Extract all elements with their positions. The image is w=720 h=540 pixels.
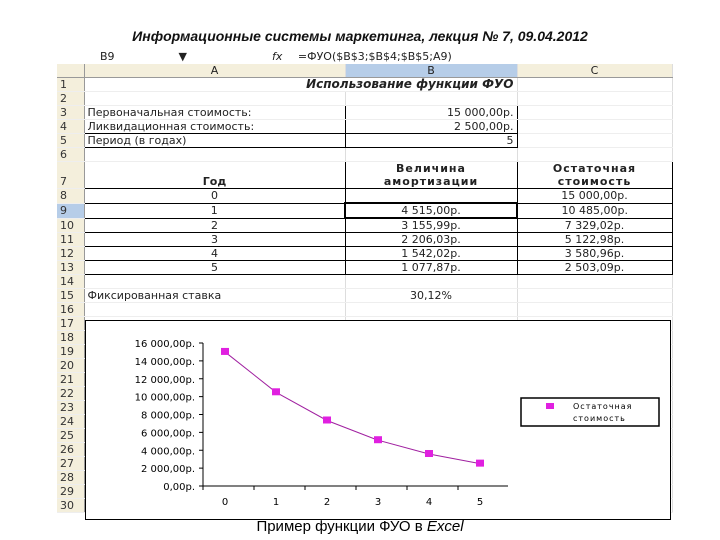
cell[interactable]	[345, 275, 517, 289]
data-point	[476, 460, 484, 467]
sheet-row	[57, 218, 672, 233]
cell[interactable]	[345, 148, 517, 162]
column-header-A[interactable]: A	[84, 64, 345, 78]
column-header-B[interactable]: B	[345, 64, 517, 78]
legend-label-2: стоимость	[573, 414, 626, 423]
param-label[interactable]: Первоначальная стоимость:	[84, 106, 345, 120]
rest-cell[interactable]: 2 503,09р.	[517, 261, 672, 275]
row-header[interactable]: 30	[57, 499, 84, 513]
sheet-row	[57, 289, 672, 303]
x-tick-label: 2	[323, 497, 331, 508]
caption	[0, 518, 720, 535]
amort-cell[interactable]: 1 077,87р.	[345, 261, 517, 275]
row-header[interactable]: 14	[57, 275, 84, 289]
y-tick-label: 8 000,00р.	[140, 410, 195, 422]
y-tick-label: 14 000,00р.	[134, 356, 195, 368]
row-header[interactable]: 22	[57, 387, 84, 401]
sheet-row	[57, 233, 672, 247]
y-tick-label: 16 000,00р.	[134, 339, 195, 350]
cell[interactable]	[84, 148, 345, 162]
header-amort-2: амортизации	[383, 175, 479, 188]
rest-cell[interactable]: 10 485,00р.	[517, 203, 672, 218]
amort-cell[interactable]: 2 206,03р.	[345, 233, 517, 247]
cell[interactable]	[517, 120, 672, 134]
caption-excel: Excel	[426, 518, 464, 535]
cell[interactable]	[517, 92, 672, 106]
x-tick-label: 0	[221, 497, 229, 508]
header-year: Год	[84, 162, 345, 189]
sheet-row	[57, 203, 672, 218]
amort-cell[interactable]: 3 155,99р.	[345, 218, 517, 233]
header-amort	[345, 162, 517, 189]
row-header[interactable]: 18	[57, 331, 84, 345]
series-line	[225, 352, 480, 464]
sheet-row	[57, 303, 672, 317]
dropdown-arrow-icon[interactable]: ▼	[178, 50, 187, 63]
header-rest-2: стоимость	[557, 175, 632, 188]
year-cell[interactable]: 5	[84, 261, 345, 275]
legend-label-1: Остаточная	[573, 402, 633, 411]
row-header[interactable]: 17	[57, 317, 84, 331]
sheet-row	[57, 275, 672, 289]
name-box[interactable]: B9	[100, 50, 115, 63]
data-point	[425, 450, 433, 457]
row-header[interactable]: 3	[57, 106, 84, 120]
amort-cell[interactable]: 1 542,02р.	[345, 247, 517, 261]
rest-cell[interactable]: 3 580,96р.	[517, 247, 672, 261]
cell[interactable]	[345, 303, 517, 317]
row-header[interactable]: 19	[57, 345, 84, 359]
corner-cell[interactable]	[57, 64, 84, 78]
y-tick-label: 6 000,00р.	[140, 428, 195, 440]
sheet-row	[57, 162, 672, 189]
row-header[interactable]: 26	[57, 443, 84, 457]
row-header[interactable]: 7	[57, 162, 84, 189]
cell[interactable]	[517, 275, 672, 289]
row-header[interactable]: 29	[57, 485, 84, 499]
cell[interactable]	[84, 303, 345, 317]
sheet-row	[57, 78, 672, 92]
fx-icon[interactable]: fx	[272, 50, 283, 63]
chart-svg	[86, 321, 670, 519]
header-rest	[517, 162, 672, 189]
slide-title: Информационные системы маркетинга, лекция № 7, 09.04.2012	[132, 28, 588, 44]
row-header[interactable]: 13	[57, 261, 84, 275]
row-header[interactable]: 23	[57, 401, 84, 415]
row-header[interactable]: 2	[57, 92, 84, 106]
cell[interactable]	[517, 78, 672, 92]
row-header[interactable]: 10	[57, 218, 84, 233]
chart[interactable]	[85, 320, 671, 520]
rest-cell[interactable]: 15 000,00р.	[517, 189, 672, 204]
row-header[interactable]: 6	[57, 148, 84, 162]
sheet-row	[57, 134, 672, 148]
cell[interactable]	[517, 289, 672, 303]
y-tick-label: 0,00р.	[163, 482, 195, 493]
row-header[interactable]: 16	[57, 303, 84, 317]
year-cell[interactable]: 4	[84, 247, 345, 261]
row-header[interactable]: 15	[57, 289, 84, 303]
row-header[interactable]: 27	[57, 457, 84, 471]
row-header[interactable]: 1	[57, 78, 84, 92]
row-header[interactable]: 24	[57, 415, 84, 429]
param-value[interactable]: 5	[345, 134, 517, 148]
cell[interactable]	[517, 106, 672, 120]
rest-cell[interactable]: 5 122,98р.	[517, 233, 672, 247]
row-header[interactable]: 12	[57, 247, 84, 261]
column-header-C[interactable]: C	[517, 64, 672, 78]
cell[interactable]	[517, 134, 672, 148]
y-tick-label: 4 000,00р.	[140, 446, 195, 458]
sheet-row	[57, 247, 672, 261]
rate-label[interactable]: Фиксированная ставка	[84, 289, 345, 303]
data-point	[221, 348, 229, 355]
rest-cell[interactable]: 7 329,02р.	[517, 218, 672, 233]
sheet-title: Использование функции ФУО	[84, 78, 517, 92]
sheet-row	[57, 148, 672, 162]
formula-bar	[100, 50, 452, 63]
amort-cell[interactable]: 4 515,00р.	[345, 203, 517, 218]
y-tick-label: 12 000,00р.	[134, 374, 195, 386]
row-header[interactable]: 9	[57, 203, 84, 218]
caption-text: Пример функции ФУО в	[256, 518, 427, 535]
year-cell[interactable]: 0	[84, 189, 345, 204]
year-cell[interactable]: 2	[84, 218, 345, 233]
sheet-row	[57, 64, 672, 78]
row-header[interactable]: 28	[57, 471, 84, 485]
sheet-row	[57, 120, 672, 134]
x-tick-label: 3	[374, 497, 382, 508]
data-point	[272, 388, 280, 395]
param-label[interactable]: Период (в годах)	[84, 134, 345, 148]
amort-cell[interactable]	[345, 189, 517, 204]
row-header[interactable]: 25	[57, 429, 84, 443]
x-tick-label: 1	[272, 497, 280, 508]
header-rest-1: Остаточная	[552, 162, 637, 175]
cell[interactable]	[345, 92, 517, 106]
cell[interactable]	[517, 303, 672, 317]
y-tick-label: 10 000,00р.	[134, 392, 195, 404]
cell[interactable]	[84, 92, 345, 106]
sheet-row	[57, 106, 672, 120]
sheet-row	[57, 261, 672, 275]
param-value[interactable]: 15 000,00р.	[345, 106, 517, 120]
rate-value[interactable]: 30,12%	[345, 289, 517, 303]
legend-marker	[546, 403, 554, 409]
row-header[interactable]: 21	[57, 373, 84, 387]
sheet-row	[57, 189, 672, 204]
formula-input[interactable]: =ФУО($B$3;$B$4;$B$5;A9)	[297, 50, 452, 63]
param-label[interactable]: Ликвидационная стоимость:	[84, 120, 345, 134]
year-cell[interactable]: 1	[84, 203, 345, 218]
year-cell[interactable]: 3	[84, 233, 345, 247]
param-value[interactable]: 2 500,00р.	[345, 120, 517, 134]
sheet-row	[57, 92, 672, 106]
header-amort-1: Величина	[396, 162, 466, 175]
row-header[interactable]: 5	[57, 134, 84, 148]
cell[interactable]	[84, 275, 345, 289]
x-tick-label: 4	[425, 497, 433, 508]
y-tick-label: 2 000,00р.	[140, 464, 195, 476]
x-tick-label: 5	[476, 497, 484, 508]
row-header[interactable]: 8	[57, 189, 84, 204]
row-header[interactable]: 4	[57, 120, 84, 134]
row-header[interactable]: 20	[57, 359, 84, 373]
data-point	[323, 416, 331, 423]
cell[interactable]	[517, 148, 672, 162]
row-header[interactable]: 11	[57, 233, 84, 247]
data-point	[374, 436, 382, 443]
